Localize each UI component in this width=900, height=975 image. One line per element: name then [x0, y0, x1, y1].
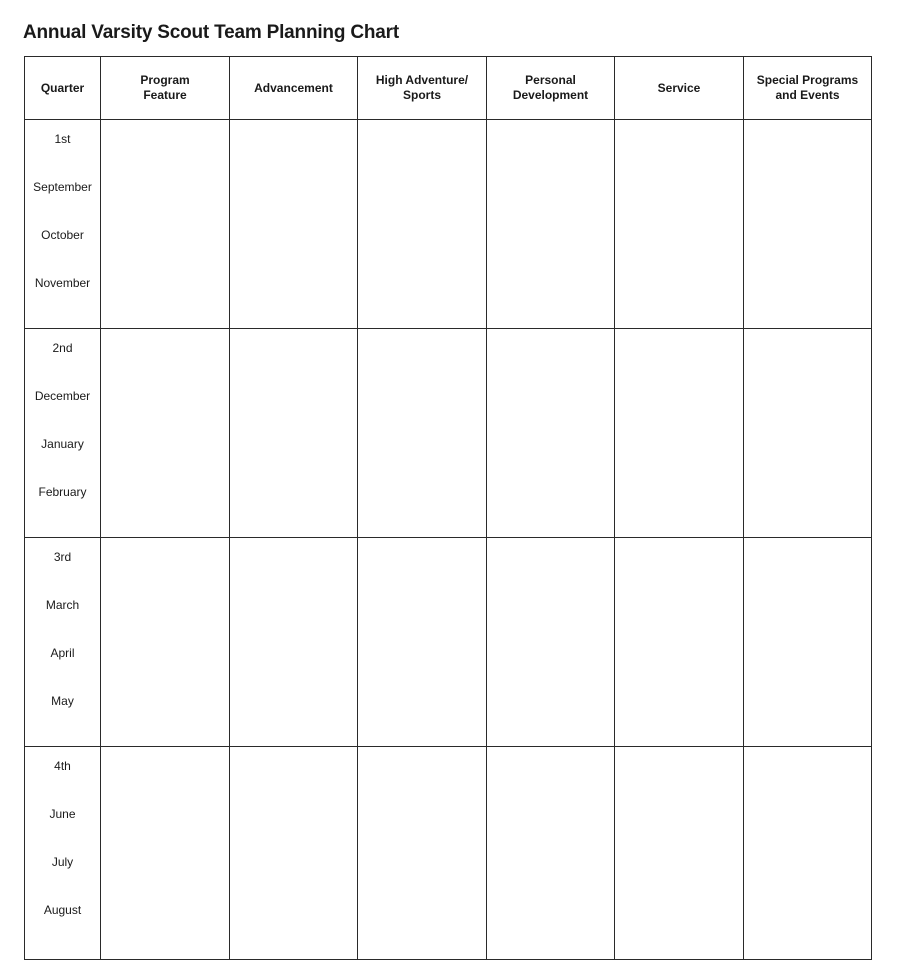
month-label: March [45, 598, 80, 612]
header-program-feature-line1: Program [140, 73, 190, 87]
cell-q1-high-adventure[interactable] [358, 120, 487, 329]
cell-q3-special-programs[interactable] [744, 538, 872, 747]
quarter-cell-4 [25, 747, 101, 960]
quarter-label: 1st [54, 132, 71, 146]
cell-q1-personal-development[interactable] [487, 120, 615, 329]
header-service-label: Service [657, 80, 701, 95]
cell-q4-high-adventure[interactable] [358, 747, 487, 960]
quarter-cell-3 [25, 538, 101, 747]
quarter-row-2 [25, 329, 872, 538]
header-quarter [25, 57, 101, 120]
month-label: September [33, 180, 92, 194]
header-personal-development [487, 57, 615, 120]
cell-q2-special-programs[interactable] [744, 329, 872, 538]
month-label: August [43, 903, 82, 917]
cell-q4-program-feature[interactable] [101, 747, 230, 960]
header-program-feature [101, 57, 230, 120]
cell-q3-high-adventure[interactable] [358, 538, 487, 747]
header-advancement-label: Advancement [254, 80, 333, 95]
cell-q2-high-adventure[interactable] [358, 329, 487, 538]
quarter-row-1 [25, 120, 872, 329]
quarter-row-3 [25, 538, 872, 747]
cell-q1-special-programs[interactable] [744, 120, 872, 329]
header-high-adventure-line1: High Adventure/ [375, 73, 469, 87]
header-program-feature-line2: Feature [143, 88, 187, 102]
page-title: Annual Varsity Scout Team Planning Chart [23, 22, 399, 43]
header-personal-development-line2: Development [512, 88, 589, 102]
header-advancement [230, 57, 358, 120]
quarter-label: 4th [54, 759, 71, 773]
cell-q3-personal-development[interactable] [487, 538, 615, 747]
cell-q2-service[interactable] [615, 329, 744, 538]
header-special-programs-events [744, 57, 872, 120]
header-high-adventure-sports [358, 57, 487, 120]
quarter-row-4 [25, 747, 872, 960]
header-quarter-label: Quarter [40, 80, 85, 95]
quarter-cell-1 [25, 120, 101, 329]
month-label: November [34, 276, 91, 290]
month-label: January [41, 437, 84, 451]
cell-q1-advancement[interactable] [230, 120, 358, 329]
cell-q4-service[interactable] [615, 747, 744, 960]
header-personal-development-line1: Personal [525, 73, 576, 87]
month-label: December [34, 389, 91, 403]
header-special-programs-line1: Special Programs [756, 73, 859, 87]
cell-q1-service[interactable] [615, 120, 744, 329]
header-row [25, 57, 872, 120]
cell-q1-program-feature[interactable] [101, 120, 230, 329]
month-label: July [51, 855, 74, 869]
cell-q2-advancement[interactable] [230, 329, 358, 538]
cell-q3-program-feature[interactable] [101, 538, 230, 747]
month-label: June [49, 807, 76, 821]
cell-q4-advancement[interactable] [230, 747, 358, 960]
planning-chart-table [24, 56, 872, 960]
header-special-programs-line2: and Events [775, 88, 840, 102]
header-high-adventure-line2: Sports [402, 88, 441, 102]
quarter-label: 3rd [53, 550, 72, 564]
cell-q3-service[interactable] [615, 538, 744, 747]
month-label: May [51, 694, 74, 708]
cell-q2-program-feature[interactable] [101, 329, 230, 538]
cell-q2-personal-development[interactable] [487, 329, 615, 538]
month-label: February [38, 485, 87, 499]
quarter-cell-2 [25, 329, 101, 538]
cell-q4-personal-development[interactable] [487, 747, 615, 960]
month-label: October [41, 228, 84, 242]
cell-q3-advancement[interactable] [230, 538, 358, 747]
quarter-label: 2nd [52, 341, 73, 355]
month-label: April [50, 646, 75, 660]
cell-q4-special-programs[interactable] [744, 747, 872, 960]
header-service [615, 57, 744, 120]
